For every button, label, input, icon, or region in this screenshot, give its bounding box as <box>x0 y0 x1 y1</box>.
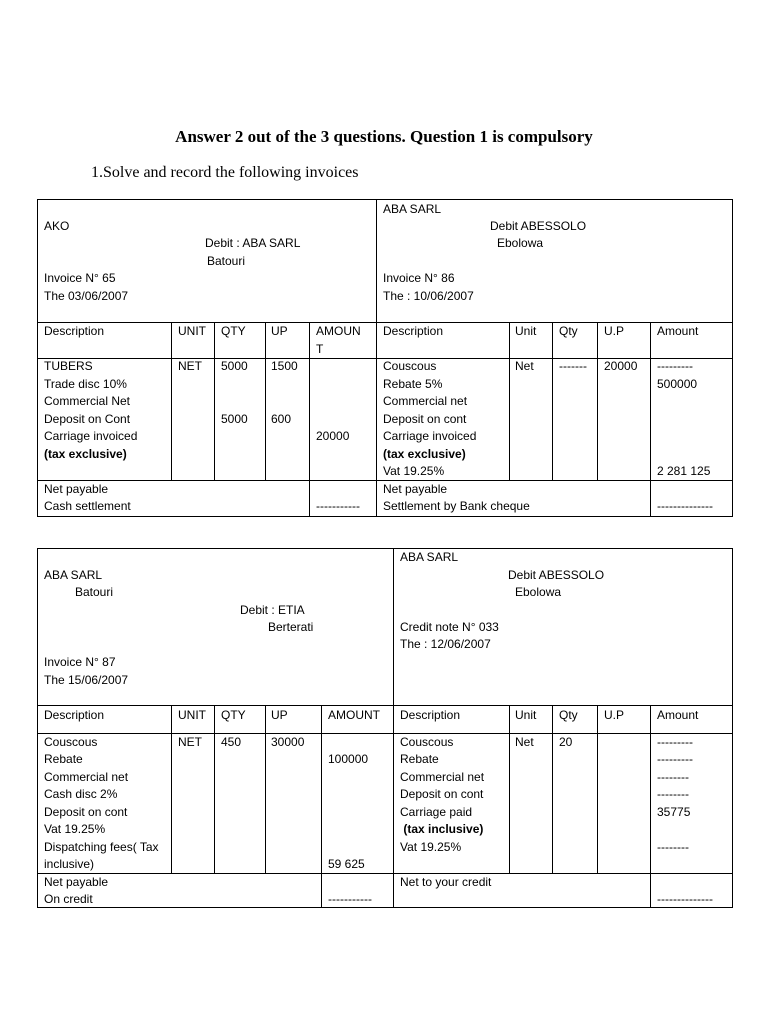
col-header-unit: UNIT <box>178 324 206 338</box>
footer-amount: ----------- <box>328 892 372 906</box>
line-item: Cash disc 2% <box>44 787 118 801</box>
line-item: Commercial net <box>400 770 485 784</box>
t2-right-date: The : 12/06/2007 <box>400 637 491 651</box>
t2-left-date: The 15/06/2007 <box>44 673 129 687</box>
line-item: Carriage invoiced <box>383 429 477 443</box>
line-item: Vat 19.25% <box>400 840 462 854</box>
amount-value: 59 625 <box>328 857 365 871</box>
unit-value: NET <box>178 359 202 373</box>
line-item: (tax exclusive) <box>383 447 466 461</box>
qty-value: 20 <box>559 735 573 749</box>
t2-left-debit-city: Berterati <box>268 620 314 634</box>
t2-left-debit: Debit : ETIA <box>240 603 305 617</box>
amount-value: --------- <box>657 735 693 749</box>
col-header-qty: Qty <box>559 708 578 722</box>
t1-left-date: The 03/06/2007 <box>44 289 129 303</box>
line-item: Vat 19.25% <box>383 464 445 478</box>
t1-left-invoice-no: Invoice N° 65 <box>44 271 116 285</box>
amount-value: 2 281 125 <box>657 464 711 478</box>
line-item: inclusive) <box>44 857 95 871</box>
line-item: Deposit on Cont <box>44 412 131 426</box>
line-item: Dispatching fees( Tax <box>44 840 159 854</box>
up-value: 20000 <box>604 359 638 373</box>
t1-left-city: Batouri <box>207 254 246 268</box>
col-header-description: Description <box>44 708 105 722</box>
col-header-unit: UNIT <box>178 708 206 722</box>
t1-right-debit: Debit ABESSOLO <box>490 219 587 233</box>
qty-value: 450 <box>221 735 242 749</box>
line-item: Couscous <box>383 359 437 373</box>
col-header-qty: QTY <box>221 324 246 338</box>
col-header-up: U.P <box>604 708 625 722</box>
col-header-up: UP <box>271 708 288 722</box>
line-item: Deposit on cont <box>44 805 128 819</box>
t1-left-debit: Debit : ABA SARL <box>205 236 301 250</box>
footer-amount: ----------- <box>316 499 360 513</box>
question-text: 1.Solve and record the following invoices <box>91 164 359 181</box>
line-item: Carriage invoiced <box>44 429 138 443</box>
footer-label: Cash settlement <box>44 499 131 513</box>
t1-right-invoice-no: Invoice N° 86 <box>383 271 455 285</box>
t2-left-invoice-no: Invoice N° 87 <box>44 655 116 669</box>
col-header-description: Description <box>44 324 105 338</box>
line-item: Rebate 5% <box>383 377 443 391</box>
amount-value: -------- <box>657 787 689 801</box>
footer-label: On credit <box>44 892 93 906</box>
col-header-up: U.P <box>604 324 625 338</box>
t1-right-seller: ABA SARL <box>383 202 442 216</box>
footer-label: Net payable <box>44 482 109 496</box>
col-header-amount: AMOUN <box>316 324 361 338</box>
footer-label: Net to your credit <box>400 875 492 889</box>
col-header-amount: Amount <box>657 324 699 338</box>
amount-value: 500000 <box>657 377 698 391</box>
t2-left-seller: ABA SARL <box>44 568 103 582</box>
amount-value: 100000 <box>328 752 369 766</box>
footer-amount: -------------- <box>657 892 713 906</box>
up-value: 1500 <box>271 359 298 373</box>
line-item: Deposit on cont <box>383 412 467 426</box>
amount-value: -------- <box>657 770 689 784</box>
line-item: Commercial net <box>383 394 468 408</box>
qty-value: ------- <box>559 359 587 373</box>
amount-value: --------- <box>657 359 693 373</box>
t1-right-city: Ebolowa <box>497 236 544 250</box>
col-header-up: UP <box>271 324 288 338</box>
footer-amount: -------------- <box>657 499 713 513</box>
t1-left-seller: AKO <box>44 219 70 233</box>
col-header-amount: AMOUNT <box>328 708 380 722</box>
col-header-description: Description <box>400 708 461 722</box>
unit-value: NET <box>178 735 202 749</box>
col-header-unit: Unit <box>515 324 537 338</box>
line-item: Couscous <box>44 735 98 749</box>
t2-right-seller: ABA SARL <box>400 550 459 564</box>
up-value: 30000 <box>271 735 305 749</box>
col-header-qty: QTY <box>221 708 246 722</box>
col-header-qty: Qty <box>559 324 578 338</box>
col-header-amount: Amount <box>657 708 699 722</box>
col-header-amount-wrap: T <box>316 342 324 356</box>
line-item: Couscous <box>400 735 454 749</box>
qty-value: 5000 <box>221 359 248 373</box>
line-item: Commercial Net <box>44 394 131 408</box>
amount-value: 35775 <box>657 805 691 819</box>
line-item: Commercial net <box>44 770 129 784</box>
t2-right-city: Ebolowa <box>515 585 562 599</box>
footer-label: Settlement by Bank cheque <box>383 499 530 513</box>
line-item: (tax exclusive) <box>44 447 127 461</box>
line-item: Deposit on cont <box>400 787 484 801</box>
col-header-description: Description <box>383 324 444 338</box>
line-item: TUBERS <box>44 359 93 373</box>
t2-right-credit-note: Credit note N° 033 <box>400 620 499 634</box>
t2-right-debit: Debit ABESSOLO <box>508 568 605 582</box>
line-item: Trade disc 10% <box>44 377 127 391</box>
t1-right-date: The : 10/06/2007 <box>383 289 474 303</box>
footer-label: Net payable <box>44 875 109 889</box>
line-item: Rebate <box>44 752 83 766</box>
line-item: (tax inclusive) <box>400 822 484 836</box>
t2-left-city: Batouri <box>75 585 114 599</box>
unit-value: Net <box>515 359 534 373</box>
unit-value: Net <box>515 735 534 749</box>
footer-label: Net payable <box>383 482 448 496</box>
amount-value: --------- <box>657 752 693 766</box>
line-item: Carriage paid <box>400 805 473 819</box>
col-header-unit: Unit <box>515 708 537 722</box>
page-title: Answer 2 out of the 3 questions. Question 1 is compulsory <box>175 127 593 146</box>
up-value: 600 <box>271 412 292 426</box>
amount-value: -------- <box>657 840 689 854</box>
line-item: Vat 19.25% <box>44 822 106 836</box>
amount-value: 20000 <box>316 429 350 443</box>
line-item: Rebate <box>400 752 439 766</box>
qty-value: 5000 <box>221 412 248 426</box>
